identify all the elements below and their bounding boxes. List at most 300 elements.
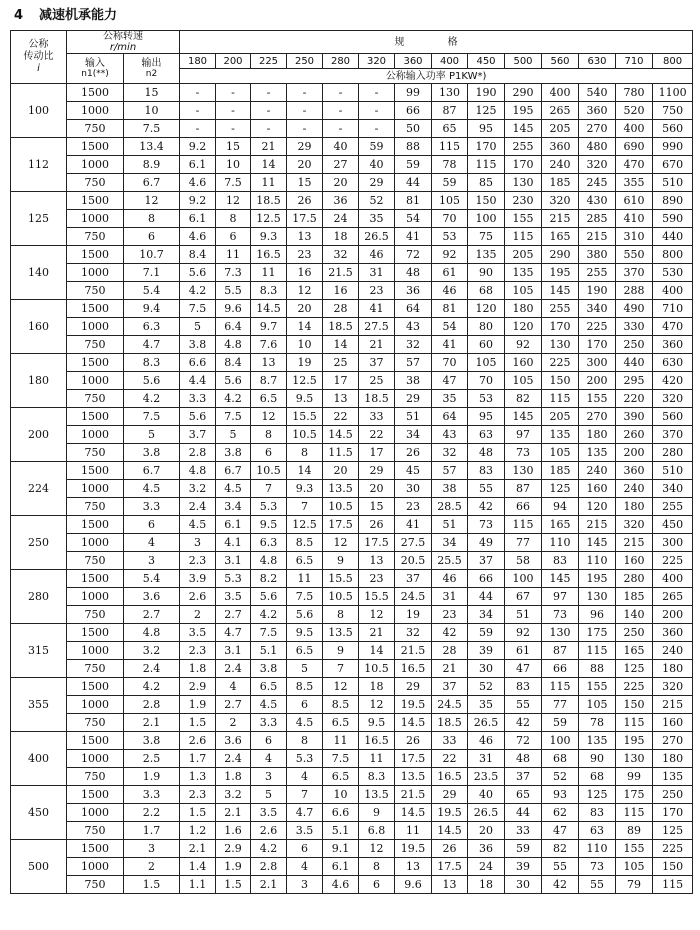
power-value-cell: 26.5 [468,714,505,732]
output-speed-cell: 7.5 [124,408,180,426]
power-value-cell: 2.6 [251,822,287,840]
spec-header-cell: 320 [359,54,395,69]
power-value-cell: 2.4 [216,660,251,678]
power-value-cell: 59 [359,138,395,156]
section-number: 4 [14,8,24,23]
power-value-cell: 5.5 [216,282,251,300]
output-speed-cell: 5.6 [124,372,180,390]
power-value-cell: 8.5 [287,678,323,696]
power-value-cell: 440 [616,354,653,372]
power-value-cell: 3.2 [180,480,216,498]
power-value-cell: 25 [323,354,359,372]
power-value-cell: - [216,120,251,138]
power-value-cell: 26.5 [359,228,395,246]
power-value-cell: 20 [287,156,323,174]
power-value-cell: 120 [579,498,616,516]
power-value-cell: 165 [542,516,579,534]
power-value-cell: 19 [395,606,432,624]
power-value-cell: 99 [616,768,653,786]
table-row [11,786,693,804]
power-value-cell: 66 [542,660,579,678]
power-value-cell: 34 [468,606,505,624]
output-speed-cell: 8 [124,210,180,228]
power-value-cell: 8.3 [359,768,395,786]
power-value-cell: 145 [542,570,579,588]
output-speed-cell: 1.7 [124,822,180,840]
spec-header-cell: 630 [579,54,616,69]
power-value-cell: 7 [323,660,359,678]
power-value-cell: 6.1 [323,858,359,876]
power-value-cell: 150 [542,372,579,390]
power-value-cell: 150 [653,858,693,876]
power-value-cell: 9.3 [251,228,287,246]
power-value-cell: 5.6 [180,264,216,282]
power-value-cell: 4.2 [251,606,287,624]
ratio-cell: 500 [11,840,67,894]
power-value-cell: 19 [287,354,323,372]
power-value-cell: 79 [616,876,653,894]
output-speed-cell: 15 [124,84,180,102]
power-value-cell: 11 [216,246,251,264]
output-speed-cell: 4.5 [124,480,180,498]
power-value-cell: 5.6 [251,588,287,606]
spec-header-cell: 400 [432,54,468,69]
power-value-cell: 37 [505,768,542,786]
power-value-cell: 14.5 [251,300,287,318]
power-value-cell: 89 [616,822,653,840]
power-value-cell: 135 [653,768,693,786]
power-value-cell: 15.5 [359,588,395,606]
table-row [11,498,693,516]
power-value-cell: 200 [579,372,616,390]
power-value-cell: 32 [432,444,468,462]
power-value-cell: 7 [251,480,287,498]
power-value-cell: 250 [653,786,693,804]
section-title [14,6,117,26]
power-value-cell: 2.7 [216,606,251,624]
power-value-cell: 12 [359,840,395,858]
power-value-cell: 3 [180,534,216,552]
power-value-cell: 96 [579,606,616,624]
power-value-cell: 19.5 [432,804,468,822]
power-value-cell: 10 [287,336,323,354]
power-value-cell: 26 [287,192,323,210]
power-value-cell: 60 [468,336,505,354]
power-value-cell: - [359,84,395,102]
power-value-cell: 105 [616,858,653,876]
power-value-cell: 82 [505,390,542,408]
power-value-cell: 110 [579,552,616,570]
power-value-cell: 510 [653,462,693,480]
power-value-cell: 9.2 [180,138,216,156]
table-row [11,804,693,822]
table-row [11,480,693,498]
power-value-cell: 21.5 [323,264,359,282]
power-value-cell: 48 [395,264,432,282]
power-value-cell: 23 [287,246,323,264]
power-value-cell: 215 [579,228,616,246]
power-value-cell: 26.5 [468,804,505,822]
power-value-cell: 62 [542,804,579,822]
power-value-cell: 42 [432,624,468,642]
ratio-cell: 250 [11,516,67,570]
spec-header-cell: 560 [542,54,579,69]
power-value-cell: 14 [287,462,323,480]
power-value-cell: 1.1 [180,876,216,894]
input-speed-label: 输入 [85,58,105,69]
ratio-cell: 125 [11,192,67,246]
power-value-cell: 115 [653,876,693,894]
power-value-cell: 9.1 [323,840,359,858]
input-speed-cell: 750 [67,606,124,624]
power-value-cell: 17 [359,444,395,462]
power-value-cell: 17.5 [432,858,468,876]
power-value-cell: 14 [287,318,323,336]
power-value-cell: 4 [287,858,323,876]
input-speed-cell: 750 [67,120,124,138]
output-speed-cell: 4.2 [124,678,180,696]
output-speed-cell: 3.8 [124,444,180,462]
power-value-cell: 11 [251,264,287,282]
spec-header-cell: 250 [287,54,323,69]
input-speed-cell: 1000 [67,372,124,390]
power-value-cell: 23 [359,282,395,300]
table-row [11,192,693,210]
output-speed-cell: 3.3 [124,498,180,516]
power-value-cell: 15 [216,138,251,156]
power-value-cell: 49 [468,534,505,552]
power-value-cell: 355 [616,174,653,192]
power-value-cell: 94 [542,498,579,516]
power-value-cell: 4.1 [216,534,251,552]
power-value-cell: 10 [323,786,359,804]
power-value-cell: 6 [216,228,251,246]
input-speed-cell: 750 [67,390,124,408]
power-value-cell: 8.4 [180,246,216,264]
output-speed-cell: 1.9 [124,768,180,786]
input-speed-cell: 1000 [67,858,124,876]
power-value-cell: 14.5 [432,822,468,840]
power-value-cell: 4.5 [251,696,287,714]
power-value-cell: 30 [395,480,432,498]
power-value-cell: 2.9 [216,840,251,858]
power-value-cell: 16.5 [395,660,432,678]
power-value-cell: 40 [468,786,505,804]
power-value-cell: 3.2 [216,786,251,804]
output-speed-cell: 6.7 [124,462,180,480]
power-value-cell: 26 [395,444,432,462]
output-speed-cell: 4.2 [124,390,180,408]
power-value-cell: 25.5 [432,552,468,570]
power-value-cell: 48 [505,750,542,768]
power-value-cell: 145 [505,408,542,426]
power-value-cell: 42 [542,876,579,894]
power-value-cell: 3.5 [287,822,323,840]
power-value-cell: 2.6 [180,588,216,606]
power-value-cell: 30 [468,660,505,678]
power-value-cell: 160 [579,480,616,498]
power-value-cell: 90 [468,264,505,282]
power-value-cell: 3.8 [180,336,216,354]
output-speed-cell: 1.5 [124,876,180,894]
power-value-cell: 83 [468,462,505,480]
power-value-cell: 46 [432,570,468,588]
power-value-cell: 39 [505,858,542,876]
power-value-cell: 8.5 [287,534,323,552]
power-value-cell: 5.1 [323,822,359,840]
table-row [11,228,693,246]
output-speed-cell: 2.5 [124,750,180,768]
power-value-cell: 160 [616,552,653,570]
power-value-cell: 6.1 [180,156,216,174]
ratio-cell: 355 [11,678,67,732]
power-value-cell: 6.4 [216,318,251,336]
table-row [11,408,693,426]
section-title-text: 减速机承能力 [39,8,118,23]
power-value-cell: 16.5 [359,732,395,750]
power-value-cell: 115 [468,156,505,174]
power-value-cell: 280 [653,444,693,462]
power-value-cell: 44 [395,174,432,192]
power-value-cell: 10.5 [287,426,323,444]
power-value-cell: 2.3 [180,786,216,804]
power-value-cell: 340 [579,300,616,318]
power-value-cell: 73 [468,516,505,534]
power-value-cell: 26 [432,840,468,858]
power-value-cell: 125 [579,786,616,804]
power-value-cell: 165 [616,642,653,660]
power-value-cell: 1.5 [216,876,251,894]
power-value-cell: 270 [653,732,693,750]
power-value-cell: 6.7 [216,462,251,480]
power-value-cell: 7 [287,786,323,804]
power-value-cell: 47 [542,822,579,840]
power-value-cell: 29 [395,390,432,408]
power-value-cell: 58 [505,552,542,570]
power-value-cell: 3.1 [216,552,251,570]
input-speed-cell: 750 [67,660,124,678]
power-value-cell: 78 [432,156,468,174]
power-value-cell: 55 [579,876,616,894]
power-value-cell: 12 [287,282,323,300]
power-value-cell: 480 [579,138,616,156]
power-value-cell: 430 [579,192,616,210]
power-value-cell: - [180,102,216,120]
power-value-cell: 5.6 [216,372,251,390]
power-value-cell: 400 [653,570,693,588]
input-speed-cell: 1000 [67,210,124,228]
power-value-cell: 73 [505,444,542,462]
power-value-cell: 48 [468,444,505,462]
power-value-cell: 780 [616,84,653,102]
power-value-cell: 240 [653,642,693,660]
spec-header-cell: 200 [216,54,251,69]
power-value-cell: 41 [432,336,468,354]
power-value-cell: 87 [432,102,468,120]
power-value-cell: 130 [432,84,468,102]
power-value-cell: 180 [579,426,616,444]
power-value-cell: 130 [579,588,616,606]
power-value-cell: 215 [616,534,653,552]
power-value-cell: 4.2 [216,390,251,408]
power-value-cell: 990 [653,138,693,156]
power-value-cell: 17.5 [359,534,395,552]
power-value-cell: 8 [323,606,359,624]
power-value-cell: 690 [616,138,653,156]
table-row [11,642,693,660]
power-value-cell: 83 [579,804,616,822]
power-value-cell: 360 [653,336,693,354]
table-row [11,732,693,750]
power-value-cell: 67 [505,588,542,606]
power-value-cell: 120 [468,300,505,318]
power-value-cell: 46 [468,732,505,750]
power-value-cell: 53 [432,228,468,246]
power-value-cell: 24 [323,210,359,228]
power-value-cell: 6.5 [323,714,359,732]
power-value-cell: 630 [653,354,693,372]
power-value-cell: 88 [579,660,616,678]
ratio-cell: 400 [11,732,67,786]
power-value-cell: 105 [579,696,616,714]
power-value-cell: 21 [432,660,468,678]
power-value-cell: 6 [287,696,323,714]
input-speed-cell: 1500 [67,570,124,588]
input-speed-cell: 1000 [67,804,124,822]
power-value-cell: 130 [505,462,542,480]
table-row [11,516,693,534]
table-row [11,624,693,642]
power-value-cell: 195 [579,570,616,588]
power-value-cell: 29 [432,786,468,804]
power-value-cell: 1.3 [180,768,216,786]
output-speed-cell: 2.8 [124,696,180,714]
power-value-cell: 23 [359,570,395,588]
power-value-cell: - [323,84,359,102]
power-value-cell: 225 [653,552,693,570]
power-value-cell: 21 [251,138,287,156]
power-value-cell: 45 [395,462,432,480]
power-value-cell: 225 [653,840,693,858]
power-value-cell: 240 [616,480,653,498]
output-speed-cell: 2.2 [124,804,180,822]
power-value-cell: 105 [505,372,542,390]
input-speed-cell: 750 [67,228,124,246]
power-value-cell: 155 [505,210,542,228]
power-value-cell: 7.5 [216,174,251,192]
power-value-cell: 85 [468,174,505,192]
power-value-cell: 17 [323,372,359,390]
input-speed-cell: 1000 [67,588,124,606]
power-value-cell: 2.1 [251,876,287,894]
power-value-cell: 320 [542,192,579,210]
power-value-cell: 120 [505,318,542,336]
power-value-cell: 5.3 [251,498,287,516]
power-value-cell: 27 [323,156,359,174]
speed-header-label: 公称转速 [103,31,143,42]
power-value-cell: 6 [359,876,395,894]
power-value-cell: 135 [468,246,505,264]
power-value-cell: 52 [542,768,579,786]
power-value-cell: 5.1 [251,642,287,660]
power-value-cell: 92 [432,246,468,264]
power-value-cell: 710 [653,300,693,318]
power-value-cell: 40 [323,138,359,156]
power-value-cell: 37 [468,552,505,570]
power-value-cell: 4.6 [180,174,216,192]
input-speed-cell: 750 [67,552,124,570]
power-value-cell: 105 [542,444,579,462]
power-value-cell: 70 [432,354,468,372]
power-value-cell: 195 [505,102,542,120]
input-speed-cell: 1500 [67,192,124,210]
ratio-cell: 180 [11,354,67,408]
power-value-cell: 135 [579,444,616,462]
power-value-cell: 340 [653,480,693,498]
power-value-cell: 290 [542,246,579,264]
power-value-cell: 30 [505,876,542,894]
power-value-cell: 70 [432,210,468,228]
power-value-cell: 105 [432,192,468,210]
table-row [11,840,693,858]
power-value-cell: 9.6 [216,300,251,318]
table-row [11,876,693,894]
power-value-cell: 195 [616,732,653,750]
power-value-cell: 410 [616,210,653,228]
power-value-cell: 510 [653,174,693,192]
power-value-cell: 115 [616,804,653,822]
input-speed-cell: 750 [67,498,124,516]
power-value-cell: 170 [653,804,693,822]
input-speed-cell: 1000 [67,264,124,282]
power-value-cell: 155 [579,390,616,408]
power-value-cell: 550 [616,246,653,264]
power-value-cell: 135 [542,426,579,444]
power-value-cell: 9.6 [395,876,432,894]
power-value-cell: 51 [505,606,542,624]
ratio-cell: 112 [11,138,67,192]
power-value-cell: 51 [395,408,432,426]
input-speed-cell: 750 [67,714,124,732]
output-speed-cell: 3.6 [124,588,180,606]
table-row [11,858,693,876]
power-value-cell: 180 [653,660,693,678]
power-value-cell: 320 [616,516,653,534]
power-value-cell: 170 [542,318,579,336]
power-value-cell: 22 [323,408,359,426]
table-row [11,264,693,282]
table-row [11,822,693,840]
power-value-cell: 22 [432,750,468,768]
power-value-cell: 8.2 [251,570,287,588]
ratio-header-symbol: i [37,63,40,74]
power-value-cell: 8 [359,858,395,876]
power-value-cell: 12 [359,696,395,714]
power-value-cell: 260 [616,426,653,444]
table-row [11,696,693,714]
power-value-cell: 6.1 [180,210,216,228]
power-value-cell: 7.6 [251,336,287,354]
power-value-cell: 28 [323,300,359,318]
power-value-cell: 4.7 [287,804,323,822]
power-value-cell: 73 [579,858,616,876]
power-header: 公称输入功率 P1KW*) [180,69,693,84]
power-value-cell: 83 [505,678,542,696]
power-value-cell: 8.7 [251,372,287,390]
power-value-cell: 160 [653,714,693,732]
power-value-cell: 7.3 [216,264,251,282]
power-value-cell: 29 [287,138,323,156]
